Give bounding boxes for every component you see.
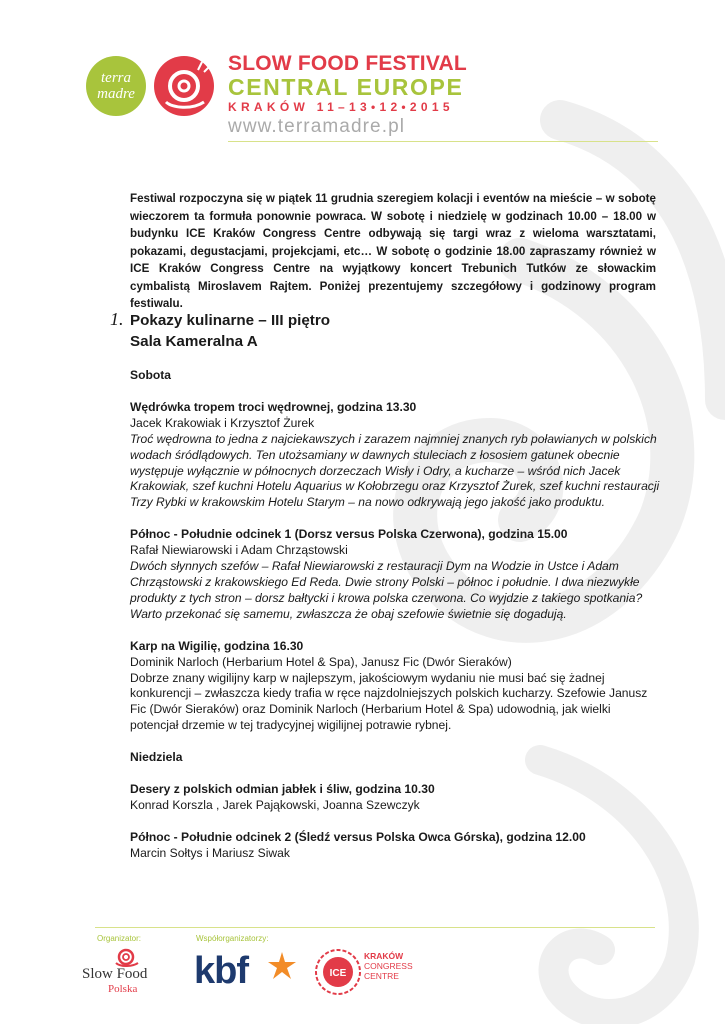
event-description: Dobrze znany wigilijny karp w najlepszym, jakościowym wydaniu nie musi bać się żadnej konkurencji – zwłaszcza kiedy trafia w ręce najzdolniejszych polskich kucharzy. Szefowie Janusz Fic (Dwór Sieraków) oraz Dominik Narloch (Herbarium Hotel & Spa) udowodnią, jak wielki potencjał drzemie w tej tradycyjnej wigilijnej potrawie rybnej.: [130, 670, 648, 733]
ice-krakow-text: [364, 951, 413, 981]
organizer-label: Organizator:: [97, 934, 142, 943]
event-item: [130, 782, 660, 814]
event-title: Wędrówka tropem troci wędrownej, godzina 13.30: [130, 399, 417, 414]
event-people: Jacek Krakowiak i Krzysztof Żurek: [130, 415, 315, 430]
event-title: Desery z polskich odmian jabłek i śliw, godzina 10.30: [130, 782, 435, 797]
logo-terra: terra: [101, 70, 131, 86]
event-item: [130, 527, 660, 622]
program-content: [130, 368, 660, 878]
kbf-logo-text: kbf: [194, 950, 248, 992]
day-heading-saturday: Sobota: [130, 368, 171, 382]
event-title: Karp na Wigilię, godzina 16.30: [130, 638, 304, 653]
event-people: Rafał Niewiarowski i Adam Chrząstowski: [130, 543, 348, 558]
event-people: Marcin Sołtys i Mariusz Siwak: [130, 845, 290, 860]
day-heading-sunday: Niedziela: [130, 750, 183, 765]
website-link[interactable]: www.terramadre.pl: [228, 116, 406, 137]
terra-madre-logo: [82, 52, 222, 124]
coorganizers-label: Współorganizatorzy:: [196, 934, 269, 943]
section-title-line2: Sala Kameralna A: [130, 333, 258, 350]
ice-mark-text: ICE: [329, 968, 347, 979]
title-central-europe: CENTRAL EUROPE: [228, 74, 464, 100]
title-slow-food-festival: SLOW FOOD FESTIVAL: [228, 52, 467, 75]
event-title: Północ - Południe odcinek 2 (Śledź versus Polska Owca Górska), godzina 12.00: [130, 829, 586, 844]
logo-madre: madre: [97, 86, 135, 102]
title-dates: KRAKÓW 11–13•12•2015: [228, 100, 454, 114]
event-title: Północ - Południe odcinek 1 (Dorsz versus Polska Czerwona), godzina 15.00: [130, 527, 568, 542]
ice-line-centre: CENTRE: [364, 971, 399, 981]
event-item: [130, 400, 660, 511]
event-description: Troć wędrowna to jedna z najciekawszych i zarazem najmniej znanych ryb poławianych w polskich wodach śródlądowych. Ten utożsamiany w dawnych stuleciach z łososiem gatunek obecnie występuje wyłącznie w północnych dorzeczach Wisły i Odry, a kucharze – wśród nich Jacek Krakowiak, szef kuchni Hotelu Aquarius w Kołobrzegu oraz Krzysztof Żurek, szef kuchni restauracji Trzy Rybki w krakowskim Hotelu Starym – na nowo odkrywają jego jakość jako produktu.: [130, 431, 660, 510]
section-title-line1: Pokazy kulinarne – III piętro: [130, 312, 331, 329]
festival-header: [82, 52, 662, 144]
ice-line-congress: CONGRESS: [364, 961, 413, 971]
ice-line-krakow: KRAKÓW: [364, 951, 404, 961]
header-divider: [228, 141, 658, 142]
event-description: Dwóch słynnych szefów – Rafał Niewiarowski z restauracji Dym na Wodzie in Ustce i Adam Chrząstowski z krakowskiego Ed Reda. Dwie strony Polski – północ i południe. I dwa niezwykłe produkty z tych stron – dorsz bałtycki i krowa polska czerwona. Co wyjdzie z takiego spotkania? Warto przekonać się samemu, zwłaszcza że obaj szefowie świetnie się dogadują.: [130, 559, 643, 621]
event-people: Dominik Narloch (Herbarium Hotel & Spa), Janusz Fic (Dwór Sieraków): [130, 654, 512, 669]
event-item: [130, 639, 660, 734]
section-number: 1.: [110, 309, 124, 329]
event-people: Konrad Korszla , Jarek Pająkowski, Joanna Szewczyk: [130, 797, 420, 812]
ice-krakow-logo-icon: [313, 946, 363, 998]
section-title: [130, 310, 330, 352]
footer-divider: [95, 927, 655, 928]
intro-paragraph: Festiwal rozpoczyna się w piątek 11 grudnia szeregiem kolacji i eventów na mieście – w sobotę wieczorem ta formuła ponownie powraca. W sobotę i niedzielę w godzinach 10.00 – 18.00 w budynku ICE Kraków Congress Centre odbywają się targi wraz z wieloma warsztatami, pokazami, degustacjami, projekcjami, etc… W sobotę o godzinie 18.00 zapraszamy również w ICE Kraków Congress Centre na wyjątkowy koncert Trebunich Tutków ze słowackim cymbalistą Miroslavem Rajtem. Poniżej prezentujemy szczegółowy i godzinowy program festiwalu.: [130, 192, 656, 310]
kbf-star-icon: [266, 950, 298, 982]
slow-food-polska-text: Polska: [108, 983, 138, 995]
event-item: [130, 830, 660, 862]
slow-food-logo-text: Slow Food: [82, 966, 148, 982]
